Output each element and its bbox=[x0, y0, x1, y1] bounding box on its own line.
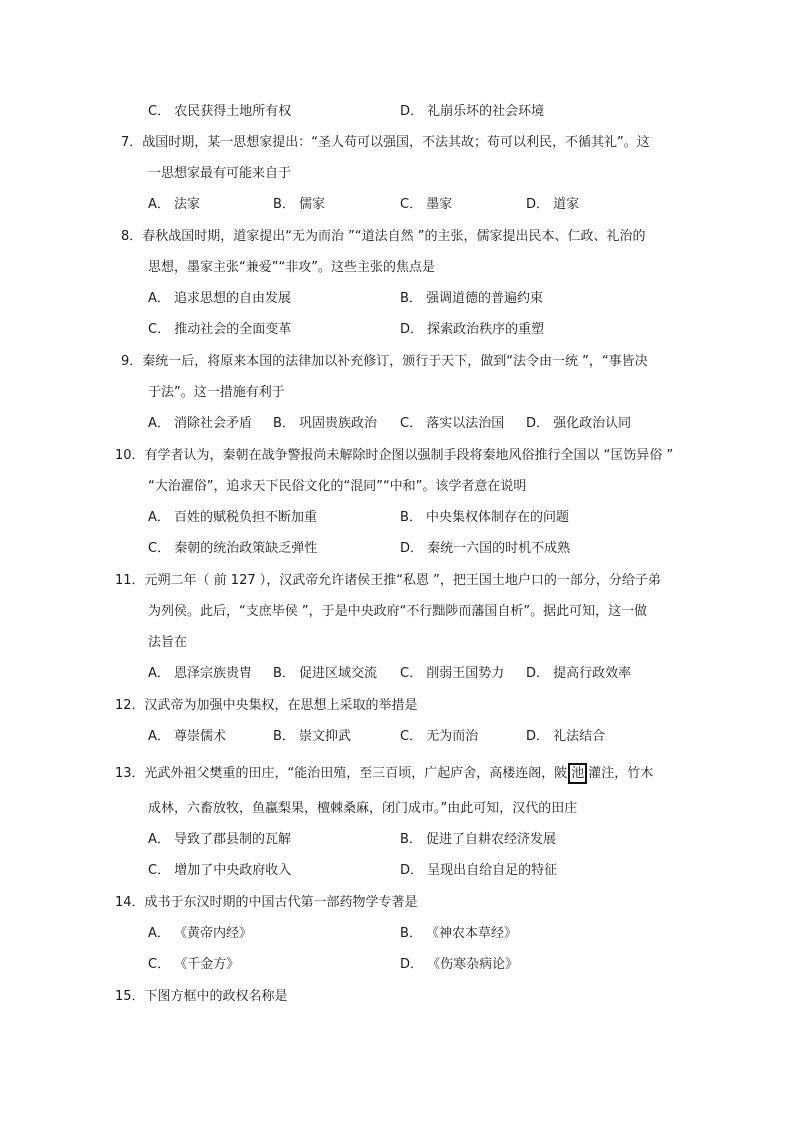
q7-option-b: B． 儒家 bbox=[273, 197, 326, 212]
q11-stem-line2: 为列侯。此后，“支庶毕侯 ”，于是中央政府“不行黜陟而藩国自析”。据此可知，这一做 bbox=[148, 604, 648, 619]
q9-stem-line1: 9．秦统一后，将原来本国的法律加以补充修订，颁行于天下，做到“法令由一统 ”，“事皆决 bbox=[121, 354, 648, 369]
q12-option-d: D． 礼法结合 bbox=[526, 729, 606, 744]
q7-stem-line2: 一思想家最有可能来自于 bbox=[148, 166, 292, 181]
q13-stem-line1 bbox=[115, 763, 653, 784]
q6-option-d: D． 礼崩乐坏的社会环境 bbox=[400, 104, 545, 119]
q8-option-a: A． 追求思想的自由发展 bbox=[148, 291, 292, 306]
q8-stem-line2: 思想，墨家主张“兼爱”“非攻”。这些主张的焦点是 bbox=[148, 260, 435, 275]
q13-option-d: D． 呈现出自给自足的特征 bbox=[400, 863, 558, 878]
q7-stem-line1: 7．战国时期，某一思想家提出：“圣人苟可以强国，不法其故；苟可以利民，不循其礼”。这 bbox=[121, 135, 650, 150]
q11-option-d: D． 提高行政效率 bbox=[526, 666, 632, 681]
q8-option-d: D． 探索政治秩序的重塑 bbox=[400, 322, 545, 337]
q11-stem-line1: 11．元朔二年（ 前 127 ），汉武帝允许诸侯王推“私恩 ”，把王国土地户口的一部分，分给子弟 bbox=[115, 573, 661, 588]
q12-stem: 12．汉武帝为加强中央集权，在思想上采取的举措是 bbox=[115, 698, 418, 713]
q10-option-c: C． 秦朝的统治政策缺乏弹性 bbox=[148, 541, 318, 556]
q12-option-b: B． 崇文抑武 bbox=[273, 729, 352, 744]
q13-option-b: B． 促进了自耕农经济发展 bbox=[400, 832, 557, 847]
q14-option-a: A． 《黄帝内经》 bbox=[148, 926, 253, 941]
q8-option-c: C． 推动社会的全面变革 bbox=[148, 322, 292, 337]
q12-option-c: C． 无为而治 bbox=[400, 729, 479, 744]
q15-stem: 15．下图方框中的政权名称是 bbox=[115, 989, 288, 1004]
q13-stem-line2: 成林，六畜放牧，鱼蠃梨果，檀棘桑麻，闭门成市。”由此可知，汉代的田庄 bbox=[148, 801, 578, 816]
q12-option-a: A． 尊崇儒术 bbox=[148, 729, 227, 744]
q6-option-c: C． 农民获得土地所有权 bbox=[148, 104, 292, 119]
q9-option-d: D． 强化政治认同 bbox=[526, 416, 632, 431]
q10-stem-line1: 10．有学者认为，秦朝在战争警报尚未解除时企图以强制手段将秦地风俗推行全国以 “匡饬异俗 ” bbox=[115, 448, 674, 463]
q11-option-b: B． 促进区域交流 bbox=[273, 666, 378, 681]
q7-option-a: A． 法家 bbox=[148, 197, 201, 212]
q13-stem-before-box: 13．光武外祖父樊重的田庄，“能治田殖，至三百顷，广起庐舍，高楼连阁，陂 bbox=[115, 766, 568, 781]
q10-option-a: A． 百姓的赋税负担不断加重 bbox=[148, 510, 318, 525]
q9-option-b: B． 巩固贵族政治 bbox=[273, 416, 378, 431]
q14-option-b: B． 《神农本草经》 bbox=[400, 926, 518, 941]
q11-option-a: A． 恩泽宗族贵胄 bbox=[148, 666, 253, 681]
q8-option-b: B． 强调道德的普遍约束 bbox=[400, 291, 544, 306]
q7-option-d: D． 道家 bbox=[526, 197, 580, 212]
q9-option-a: A． 消除社会矛盾 bbox=[148, 416, 253, 431]
q8-stem-line1: 8．春秋战国时期，道家提出“无为而治 ”“道法自然 ”的主张，儒家提出民本、仁政、礼治的 bbox=[121, 229, 646, 244]
q11-stem-line3: 法旨在 bbox=[148, 635, 188, 650]
q13-stem-after-box: 灌注，竹木 bbox=[588, 766, 654, 781]
q10-option-b: B． 中央集权体制存在的问题 bbox=[400, 510, 570, 525]
q13-boxed-character: 池 bbox=[568, 763, 587, 784]
q14-stem: 14．成书于东汉时期的中国古代第一部药物学专著是 bbox=[115, 895, 418, 910]
q14-option-c: C． 《千金方》 bbox=[148, 957, 240, 972]
q14-option-d: D． 《伤寒杂病论》 bbox=[400, 957, 519, 972]
q13-option-a: A． 导致了郡县制的瓦解 bbox=[148, 832, 292, 847]
q9-option-c: C． 落实以法治国 bbox=[400, 416, 505, 431]
q10-stem-line2: “大治濯俗”，追求天下民俗文化的“混同”“中和”。该学者意在说明 bbox=[148, 479, 527, 494]
q13-option-c: C． 增加了中央政府收入 bbox=[148, 863, 292, 878]
q9-stem-line2: 于法”。这一措施有利于 bbox=[148, 385, 285, 400]
q7-option-c: C． 墨家 bbox=[400, 197, 453, 212]
q10-option-d: D． 秦统一六国的时机不成熟 bbox=[400, 541, 571, 556]
q11-option-c: C． 削弱王国势力 bbox=[400, 666, 505, 681]
